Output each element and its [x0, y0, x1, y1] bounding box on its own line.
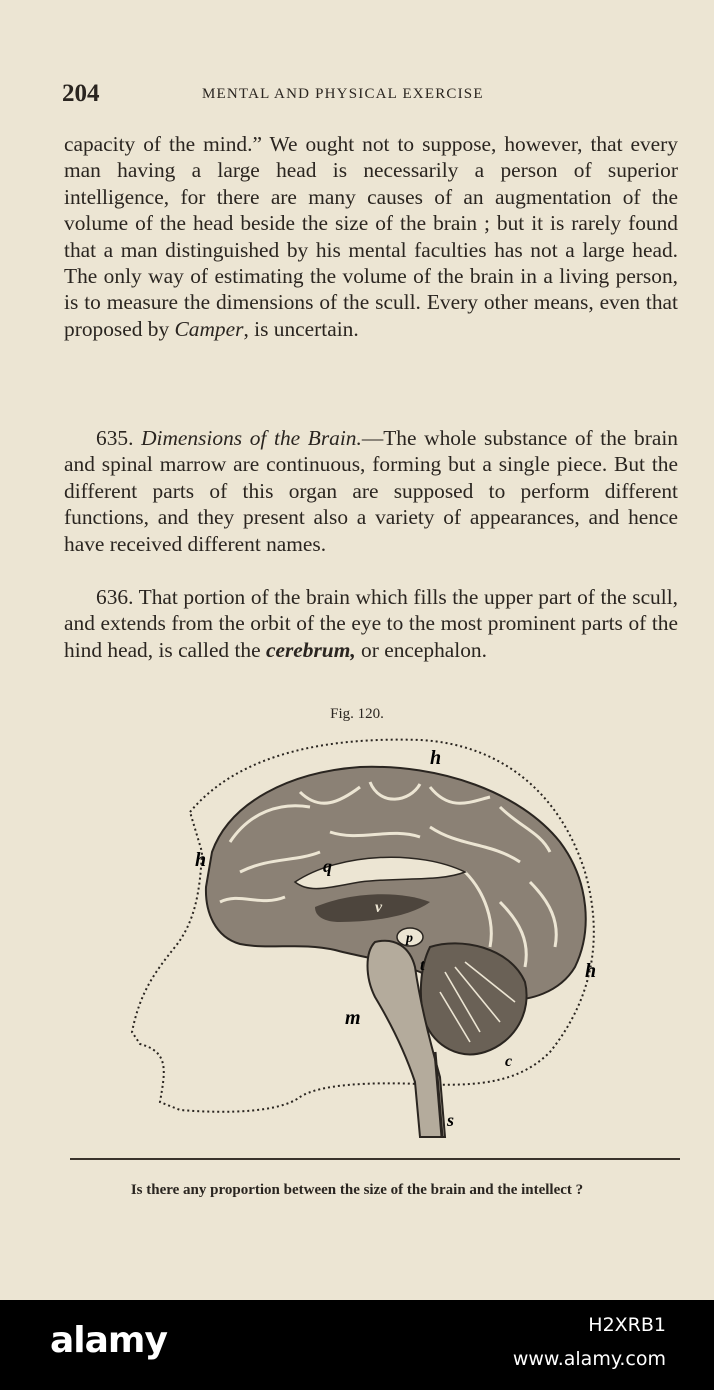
study-question: Is there any proportion between the size of the brain and the intellect ?	[130, 1182, 584, 1198]
paragraph-635	[64, 425, 678, 557]
cerebrum-term: cerebrum,	[265, 637, 356, 662]
page-header	[62, 80, 674, 108]
watermark-bar	[0, 1300, 714, 1390]
image-code: H2XRB1	[588, 1314, 666, 1336]
section-number: 635.	[96, 426, 142, 450]
camper-name: Camper	[174, 316, 244, 341]
paragraph-capacity	[64, 131, 678, 342]
label-v: v	[375, 899, 383, 916]
alamy-logo: alamy	[50, 1320, 167, 1361]
label-h-left: h	[195, 849, 207, 871]
paragraph-text-end: or encephalon.	[355, 637, 487, 662]
section-heading: Dimensions of the Brain.	[141, 426, 362, 450]
label-m: m	[345, 1007, 361, 1029]
label-h-top: h	[430, 747, 442, 769]
label-c: c	[505, 1053, 513, 1070]
paragraph-text: —The whole substance of the brain and spinal marrow are continuous, forming but a single piece. But the different parts of this organ are supposed to perform different functions, and they present also a variety of appearances, and hence have received different names.	[64, 426, 678, 556]
page-number: 204	[62, 80, 100, 107]
running-title: MENTAL AND PHYSICAL EXERCISE	[202, 86, 484, 102]
label-h-right: h	[585, 960, 597, 982]
paragraph-636	[64, 584, 678, 663]
brain-illustration	[120, 732, 610, 1152]
figure-caption: Fig. 120.	[330, 706, 384, 722]
footnote-rule	[70, 1158, 680, 1160]
label-s: s	[447, 1110, 455, 1130]
label-p: p	[406, 931, 413, 946]
label-q: q	[323, 856, 332, 876]
paragraph-text: capacity of the mind.” We ought not to suppose, however, that every man having a large head is necessarily a person of superior intelligence, for there are many causes of an augmentation of the volume of the head beside the size of the brain ; but it is rarely found that a man distinguished by his mental faculties has not a large head. The only way of estimating the volume of the brain in a living person, is to measure the dimensions of the scull. Every other means, even that proposed by	[64, 132, 678, 341]
paragraph-text: 636. That portion of the brain which fills the upper part of the scull, and extends from the orbit of the eye to the most prominent parts of the hind head, is called the	[64, 585, 678, 662]
label-t: t	[420, 957, 425, 974]
watermark-url: www.alamy.com	[512, 1348, 666, 1370]
paragraph-text-end: , is uncertain.	[243, 316, 359, 341]
